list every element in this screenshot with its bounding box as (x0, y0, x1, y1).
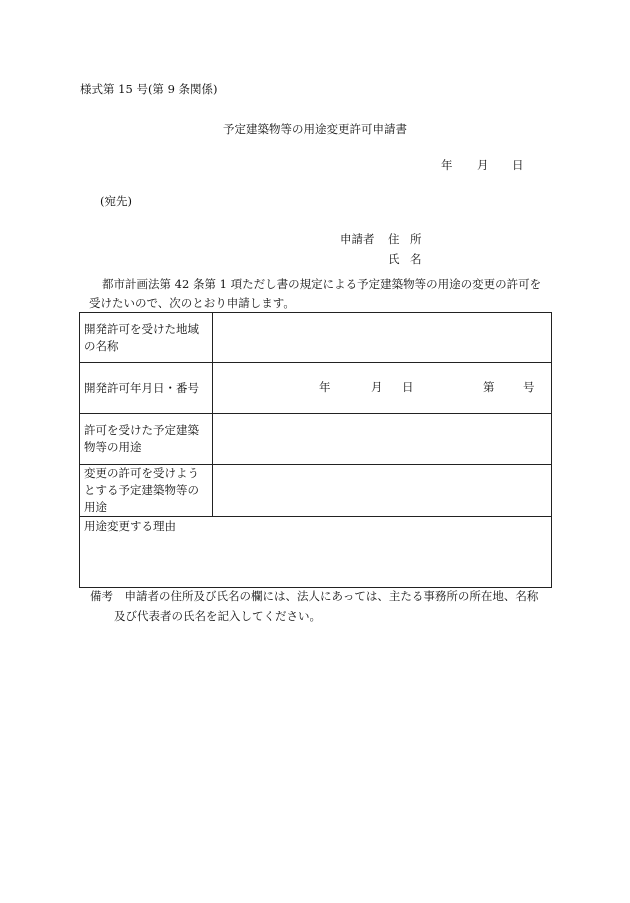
applicant-name-label: 氏 (388, 252, 400, 266)
document-title: 予定建築物等の用途変更許可申請書 (223, 122, 407, 136)
permit-day-label: 日 (402, 380, 414, 394)
application-table (79, 312, 552, 588)
form-number: 様式第 15 号(第 9 条関係) (80, 82, 218, 96)
permitted-use-label (80, 414, 213, 465)
date-month-label: 月 (477, 158, 489, 172)
applicant-name-label-2: 名 (410, 252, 422, 266)
table-row (80, 517, 552, 588)
permit-date-number-field[interactable] (213, 363, 552, 414)
date-year-label: 年 (441, 158, 453, 172)
addressee-label: (宛先) (100, 194, 132, 208)
applicant-label: 申請者 (340, 232, 375, 246)
label-line: 物等の用途 (84, 440, 142, 454)
label-line: 変更の許可を受けよう (84, 466, 199, 480)
permit-date-number-label: 開発許可年月日・番号 (80, 363, 213, 414)
label-line: 開発許可を受けた地域 (84, 321, 199, 336)
new-use-label (80, 465, 213, 517)
label-line: 用途 (84, 500, 107, 514)
permit-go-label: 号 (523, 380, 535, 394)
applicant-address-label: 住 (388, 232, 400, 246)
table-row (80, 465, 552, 517)
intro-text-line2: 受けたいので、次のとおり申請します。 (89, 296, 295, 310)
permit-month-label: 月 (371, 380, 383, 394)
date-day-label: 日 (512, 158, 524, 172)
label-line: 許可を受けた予定建築 (84, 423, 199, 437)
area-name-field[interactable] (213, 313, 552, 363)
intro-text-line1: 都市計画法第 42 条第 1 項ただし書の規定による予定建築物等の用途の変更の許可を (102, 277, 542, 291)
label-line: とする予定建築物等の (84, 483, 199, 497)
note-line2: 及び代表者の氏名を記入してください。 (114, 609, 321, 623)
applicant-address-label-2: 所 (410, 232, 422, 246)
permit-year-label: 年 (319, 380, 331, 394)
label-line: の名称 (84, 338, 119, 353)
note-line1: 備考 申請者の住所及び氏名の欄には、法人にあっては、主たる事務所の所在地、名称 (90, 589, 539, 603)
area-name-label (80, 313, 213, 363)
reason-label: 用途変更する理由 (84, 519, 176, 533)
table-row (80, 414, 552, 465)
table-row (80, 363, 552, 414)
permitted-use-field[interactable] (213, 414, 552, 465)
reason-field[interactable] (80, 517, 552, 588)
permit-dai-label: 第 (483, 380, 495, 394)
new-use-field[interactable] (213, 465, 552, 517)
table-row (80, 313, 552, 363)
